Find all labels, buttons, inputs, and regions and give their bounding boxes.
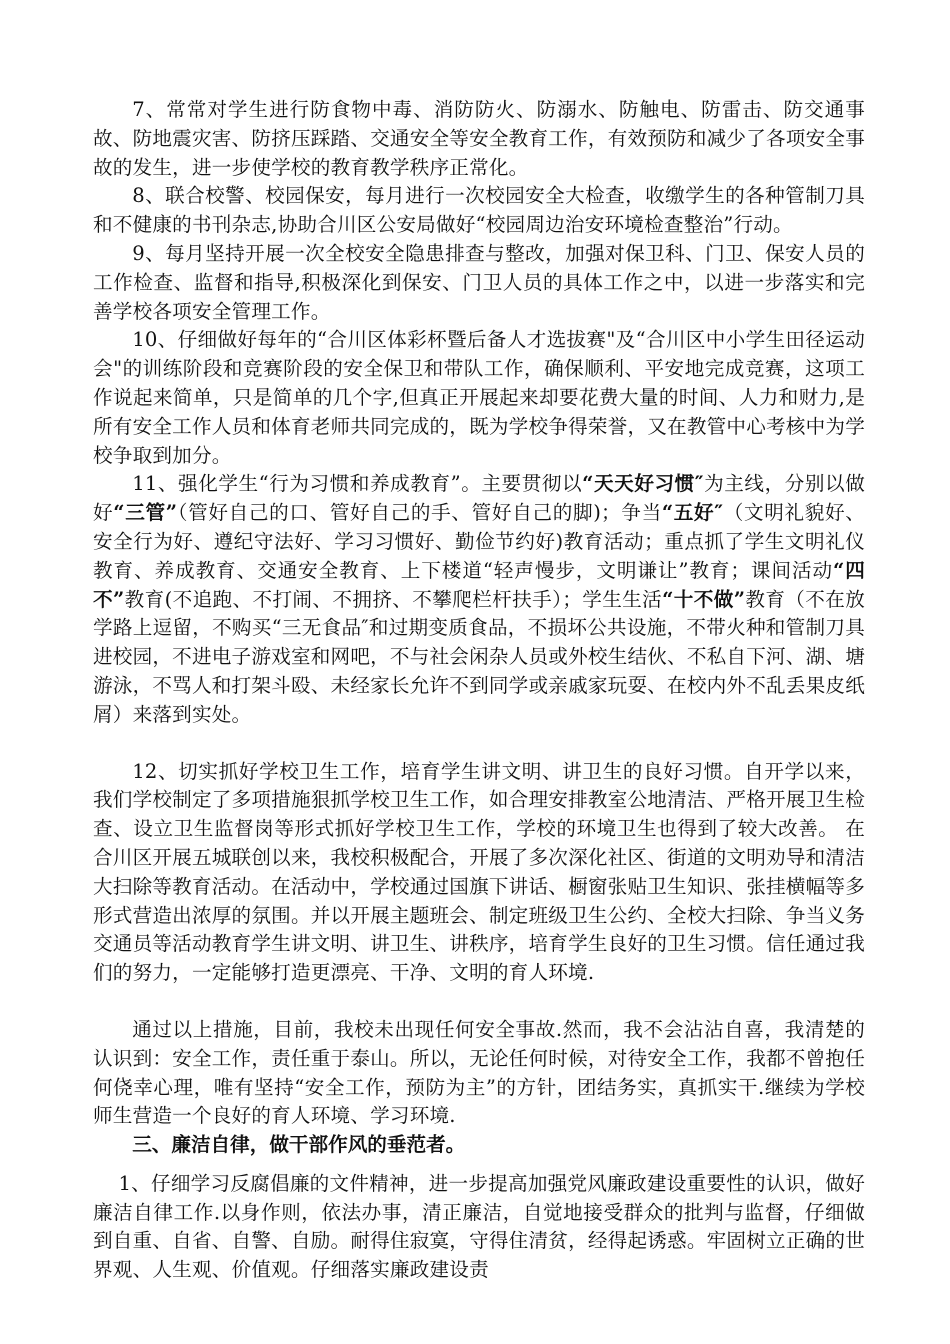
p11-text-1: 11、强化学生“行为习惯和养成教育”。主要贯彻以	[132, 472, 583, 496]
p11-text-4: （文明礼貌好、安全行为好、遵纪守法好、学习习惯好、勤俭节约好)教育活动；重点抓了学生文明礼仪教育、养成教育、交通安全教育、上下楼道“轻声慢步，文明谦让”教育；课间活动	[93, 501, 866, 582]
document-page	[93, 96, 865, 1285]
section-heading-3: 三、廉洁自律，做干部作风的垂范者。	[132, 1133, 466, 1157]
paragraph-item-7: 7、常常对学生进行防食物中毒、消防防火、防溺水、防触电、防雷击、防交通事故、防地震灾害、防挤压踩踏、交通安全等安全教育工作，有效预防和减少了各项安全事故的发生，进一步使学校的教育教学秩序正常化。	[93, 98, 865, 179]
p11-text-5: 教育(不追跑、不打闹、不拥挤、不攀爬栏杆扶手）；学生生活	[124, 587, 663, 611]
p11-emphasis-daily-habit: “天天好习惯″	[582, 472, 704, 496]
p11-emphasis-five-good: “五好″	[661, 501, 724, 525]
p11-emphasis-three-manage: “三管”	[113, 501, 178, 525]
p11-text-3: （管好自己的口、管好自己的手、管好自己的脚)；争当	[177, 501, 662, 525]
paragraph-item-8: 8、联合校警、校园保安，每月进行一次校园安全大检查，收缴学生的各种管制刀具和不健康的书刊杂志,协助合川区公安局做好“校园周边治安环境检查整治”行动。	[93, 184, 865, 237]
paragraph-item-9: 9、每月坚持开展一次全校安全隐患排查与整改，加强对保卫科、门卫、保安人员的工作检查、监督和指导,积极深化到保安、门卫人员的具体工作之中，以进一步落实和完善学校各项安全管理工作。	[93, 241, 865, 323]
paragraph-section3-item-1: 1、仔细学习反腐倡廉的文件精神，进一步提高加强党风廉政建设重要性的认识，做好廉洁自律工作.以身作则，依法办事，清正廉洁，自觉地接受群众的批判与监督，仔细做到自重、自省、自警、自励。耐得住寂寞，守得住清贫，经得起诱惑。牢固树立正确的世界观、人生观、价值观。仔细落实廉政建设责	[93, 1171, 865, 1282]
p11-text-6: 教育（不在放学路上逗留，不购买“三无食品″和过期变质食品，不损坏公共设施，不带火种和管制刀具进校园，不进电子游戏室和网吧，不与社会闲杂人员或外校生结伙、不私自下河、湖、塘游泳，不骂人和打架斗殴、未经家长允许不到同学或亲戚家玩耍、在校内外不乱丢果皮纸屑）来落到实处。	[93, 587, 866, 726]
paragraph-summary: 通过以上措施，目前，我校未出现任何安全事故.然而，我不会沾沾自喜，我清楚的认识到：安全工作，责任重于泰山。所以，无论任何时候，对待安全工作，我都不曾抱任何侥幸心理，唯有坚持“安全工作，预防为主”的方针，团结务实，真抓实干.继续为学校师生营造一个良好的育人环境、学习环境.	[93, 1017, 865, 1128]
paragraph-spacer	[93, 730, 865, 758]
paragraph-item-10: 10、仔细做好每年的“合川区体彩杯暨后备人才选拔赛"及“合川区中小学生田径运动会"的训练阶段和竞赛阶段的安全保卫和带队工作，确保顺利、平安地完成竞赛，这项工作说起来简单，只是简单的几个字,但真正开展起来却要花费大量的时间、人力和财力,是所有安全工作人员和体育老师共同完成的，既为学校争得荣誉，又在教管中心考核中为学校争取到加分。	[93, 328, 865, 467]
paragraph-spacer	[93, 1160, 865, 1170]
paragraph-spacer	[93, 988, 865, 1016]
p11-emphasis-ten-no: “十不做”	[662, 587, 746, 611]
paragraph-item-11	[93, 470, 865, 729]
p11-emphasis-four-no: “四不”	[93, 558, 866, 611]
paragraph-item-12: 12、切实抓好学校卫生工作，培育学生讲文明、讲卫生的良好习惯。自开学以来，我们学校制定了多项措施狠抓学校卫生工作，如合理安排教室公地清洁、严格开展卫生检查、设立卫生监督岗等形式抓好学校卫生工作，学校的环境卫生也得到了较大改善。 在合川区开展五城联创以来，我校积极配合，开展了多次深化社区、街道的文明劝导和清洁大扫除等教育活动。在活动中，学校通过国旗下讲话、橱窗张贴卫生知识、张挂横幅等多形式营造出浓厚的氛围。并以开展主题班会、制定班级卫生公约、全校大扫除、争当义务交通员等活动教育学生讲文明、讲卫生、讲秩序，培育学生良好的卫生习惯。信任通过我们的努力，一定能够打造更漂亮、干净、文明的育人环境.	[93, 759, 865, 985]
p11-text-2: 为主线，分别以做好	[93, 472, 865, 525]
